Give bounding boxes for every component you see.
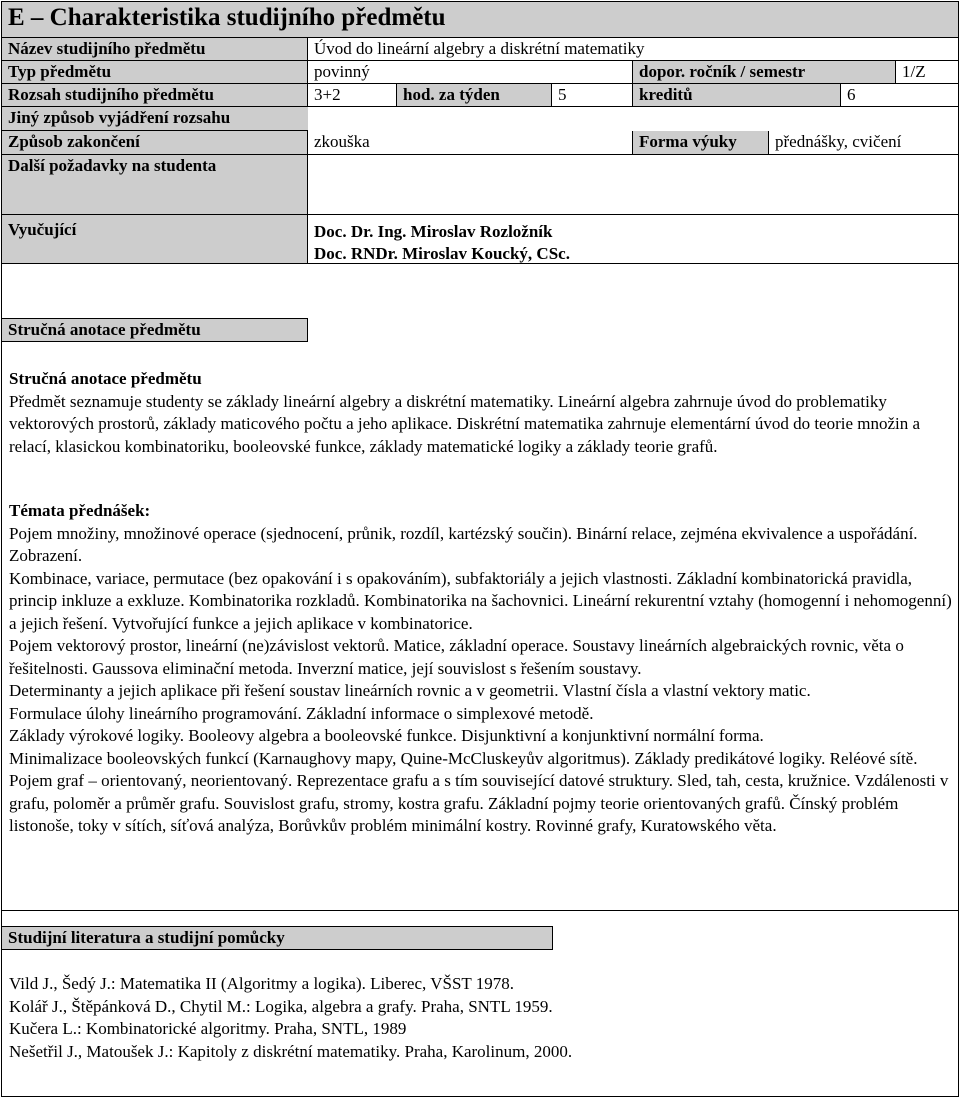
course-sheet bbox=[1, 1, 959, 1097]
annotation-heading: Stručná anotace předmětu bbox=[9, 369, 202, 388]
name-value: Úvod do lineární algebry a diskrétní matematiky bbox=[308, 38, 958, 61]
other-scope-label: Jiný způsob vyjádření rozsahu bbox=[2, 107, 308, 131]
completion-label: Způsob zakončení bbox=[2, 131, 308, 155]
credits-value: 6 bbox=[841, 84, 958, 107]
literature-list bbox=[9, 973, 953, 1063]
teacher-name: Doc. Dr. Ing. Miroslav Rozložník bbox=[314, 222, 553, 241]
lecture-topic: Základy výrokové logiky. Booleovy algebra a booleovské funkce. Disjunktivní a konjunktivní normální forma. bbox=[9, 726, 764, 745]
scope-label: Rozsah studijního předmětu bbox=[2, 84, 308, 107]
annotation-text-block bbox=[9, 368, 953, 458]
lecture-topic: Pojem množiny, množinové operace (sjednocení, průnik, rozdíl, kartézský součin). Binární relace, zejména ekvivalence a uspořádání. Zobrazení. bbox=[9, 523, 918, 565]
hours-label: hod. za týden bbox=[397, 84, 552, 107]
lecture-topic: Kombinace, variace, permutace (bez opakování i s opakováním), subfaktoriály a jejich vlastnosti. Základní kombinatorická pravidla, princip inkluze a exkluze. Kombinatorika rozkladů. Kombinatorika na šachovnici. Lineární rekurentní vztahy (homogenní i nehomogenní) a jejich řešení. Vytvořující funkce a jejich aplikace v kombinatorice. bbox=[9, 568, 952, 633]
literature-item: Vild J., Šedý J.: Matematika II (Algoritmy a logika). Liberec, VŠST 1978. bbox=[9, 974, 514, 993]
lecture-topic: Pojem graf – orientovaný, neorientovaný. Reprezentace grafu a s tím související datové struktury. Sled, tah, cesta, kružnice. Vzdálenosti v grafu, poloměr a průměr grafu. Souvislost grafu, stromy, kostra grafu. Základní pojmy teorie orientovaných grafů. Čínský problém listonoše, toky v sítích, síťová analýza, Borůvkův problém minimální kostry. Rovinné grafy, Kuratowského věta. bbox=[9, 771, 949, 835]
scope-value: 3+2 bbox=[308, 84, 397, 107]
hours-value: 5 bbox=[552, 84, 633, 107]
teachers-label: Vyučující bbox=[2, 215, 308, 264]
annotation-text: Předmět seznamuje studenty se základy lineární algebry a diskrétní matematiky. Lineární algebra zahrnuje úvod do problematiky vektorových prostorů, základy maticového počtu a jeho aplikace. Diskrétní matematika zahrnuje elementární úvod do teorie množin a relací, klasickou kombinatoriku, booleovské funkce, základy matematické logiky a základy teorie grafů. bbox=[9, 391, 921, 456]
lecture-topic: Minimalizace booleovských funkcí (Karnaughovy mapy, Quine-McCluskeyův algoritmus). Základy predikátové logiky. Reléové sítě. bbox=[9, 748, 918, 768]
literature-item: Kučera L.: Kombinatorické algoritmy. Praha, SNTL, 1989 bbox=[9, 1019, 407, 1038]
lectures-block bbox=[9, 500, 953, 838]
name-label: Název studijního předmětu bbox=[2, 38, 308, 61]
lectures-heading: Témata přednášek: bbox=[9, 501, 151, 520]
literature-item: Nešetřil J., Matoušek J.: Kapitoly z diskrétní matematiky. Praha, Karolinum, 2000. bbox=[9, 1041, 573, 1061]
page-title: E – Charakteristika studijního předmětu bbox=[2, 2, 958, 38]
form-label: Forma výuky bbox=[633, 131, 769, 155]
annotation-label: Stručná anotace předmětu bbox=[2, 318, 308, 342]
type-value: povinný bbox=[308, 61, 633, 84]
credits-label: kreditů bbox=[633, 84, 841, 107]
form-value: přednášky, cvičení bbox=[769, 131, 958, 155]
teachers-list bbox=[308, 215, 958, 264]
literature-item: Kolář J., Štěpánková D., Chytil M.: Logika, algebra a grafy. Praha, SNTL 1959. bbox=[9, 996, 553, 1016]
type-label: Typ předmětu bbox=[2, 61, 308, 84]
completion-value: zkouška bbox=[308, 131, 633, 155]
literature-label: Studijní literatura a studijní pomůcky bbox=[2, 926, 553, 950]
lecture-topic: Determinanty a jejich aplikace při řešení soustav lineárních rovnic a v geometrii. Vlastní čísla a vlastní vektory matic. bbox=[9, 681, 811, 700]
year-label: dopor. ročník / semestr bbox=[633, 61, 896, 84]
lecture-topic: Pojem vektorový prostor, lineární (ne)závislost vektorů. Matice, základní operace. Soustavy lineárních algebraických rovnic, věta o řešitelnosti. Gaussova eliminační metoda. Inverzní matice, její souvislost s řešením soustavy. bbox=[9, 636, 904, 678]
lecture-topic: Formulace úlohy lineárního programování. Základní informace o simplexové metodě. bbox=[9, 703, 594, 723]
year-value: 1/Z bbox=[896, 61, 958, 84]
requirements-label: Další požadavky na studenta bbox=[2, 155, 308, 215]
requirements-value bbox=[308, 155, 958, 215]
teacher-name: Doc. RNDr. Miroslav Koucký, CSc. bbox=[314, 244, 570, 263]
